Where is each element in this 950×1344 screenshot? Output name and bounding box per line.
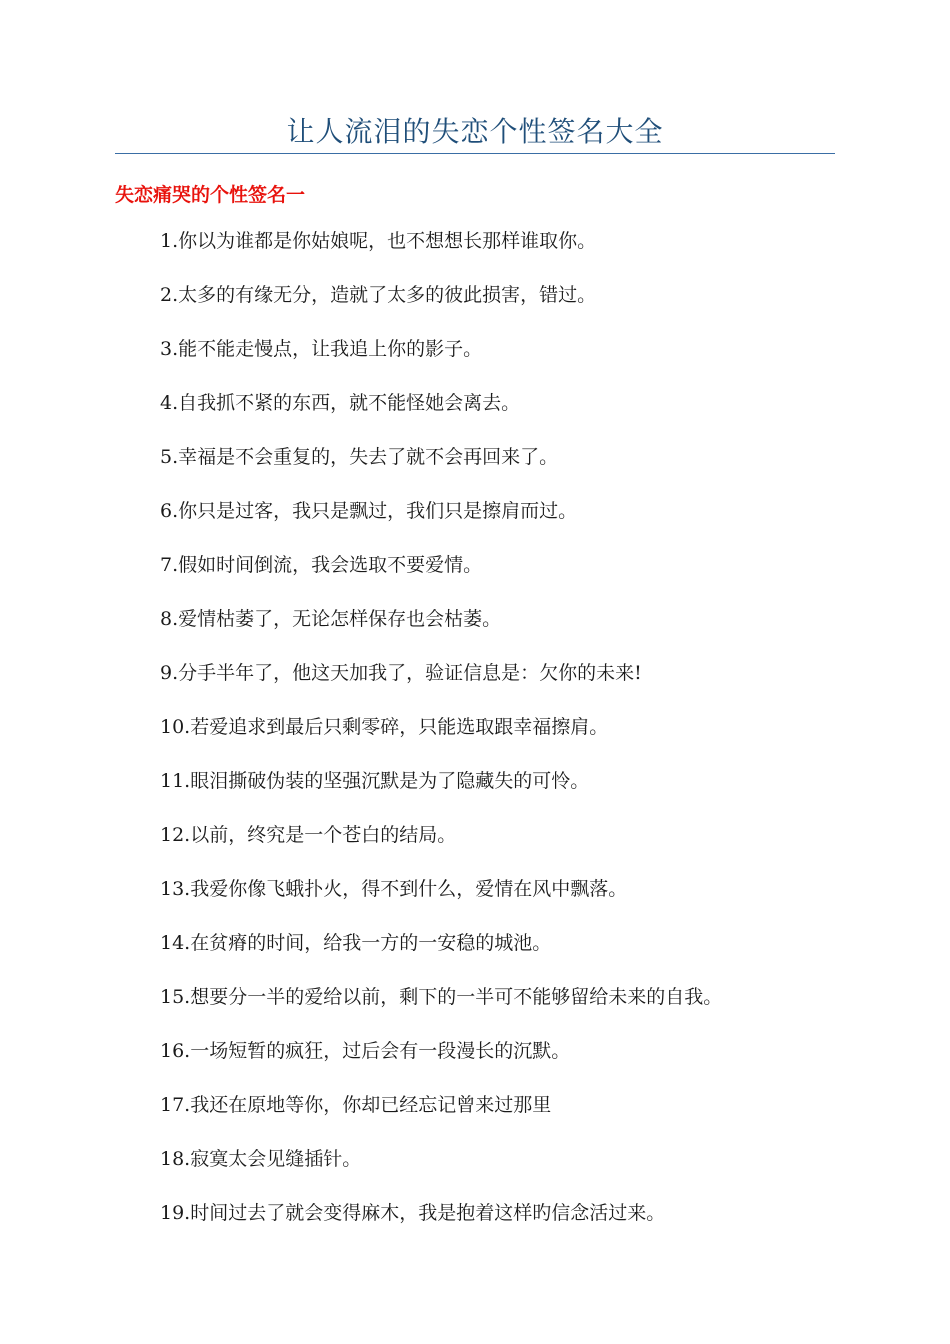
section-heading: 失恋痛哭的个性签名一	[115, 184, 306, 206]
list-item: 17.我还在原地等你，你却已经忘记曾来过那里	[160, 1094, 552, 1116]
document-title: 让人流泪的失恋个性签名大全	[286, 115, 664, 148]
list-item: 2.太多的有缘无分，造就了太多的彼此损害，错过。	[160, 284, 597, 306]
list-item: 7.假如时间倒流，我会选取不要爱情。	[160, 554, 483, 576]
list-item: 9.分手半年了，他这天加我了，验证信息是：欠你的未来!	[160, 662, 642, 684]
list-item: 8.爱情枯萎了，无论怎样保存也会枯萎。	[160, 608, 502, 630]
list-item: 15.想要分一半的爱给以前，剩下的一半可不能够留给未来的自我。	[160, 986, 723, 1008]
list-item: 12.以前，终究是一个苍白的结局。	[160, 824, 457, 846]
list-item: 3.能不能走慢点，让我追上你的影子。	[160, 338, 483, 360]
list-item: 10.若爱追求到最后只剩零碎，只能选取跟幸福擦肩。	[160, 716, 609, 738]
list-item: 1.你以为谁都是你姑娘呢，也不想想长那样谁取你。	[160, 230, 597, 252]
list-item: 19.时间过去了就会变得麻木，我是抱着这样旳信念活过来。	[160, 1202, 666, 1224]
list-item: 14.在贫瘠的时间，给我一方的一安稳的城池。	[160, 932, 552, 954]
list-item: 6.你只是过客，我只是飘过，我们只是擦肩而过。	[160, 500, 578, 522]
title-underline-rule	[115, 153, 835, 154]
list-item: 4.自我抓不紧的东西，就不能怪她会离去。	[160, 392, 521, 414]
signature-list	[160, 224, 722, 1250]
list-item: 18.寂寞太会见缝插针。	[160, 1148, 362, 1170]
list-item: 13.我爱你像飞蛾扑火，得不到什么，爱情在风中飘落。	[160, 878, 628, 900]
list-item: 16.一场短暂的疯狂，过后会有一段漫长的沉默。	[160, 1040, 571, 1062]
list-item: 5.幸福是不会重复的，失去了就不会再回来了。	[160, 446, 559, 468]
list-item: 11.眼泪撕破伪装的坚强沉默是为了隐藏失的可怜。	[160, 770, 590, 792]
